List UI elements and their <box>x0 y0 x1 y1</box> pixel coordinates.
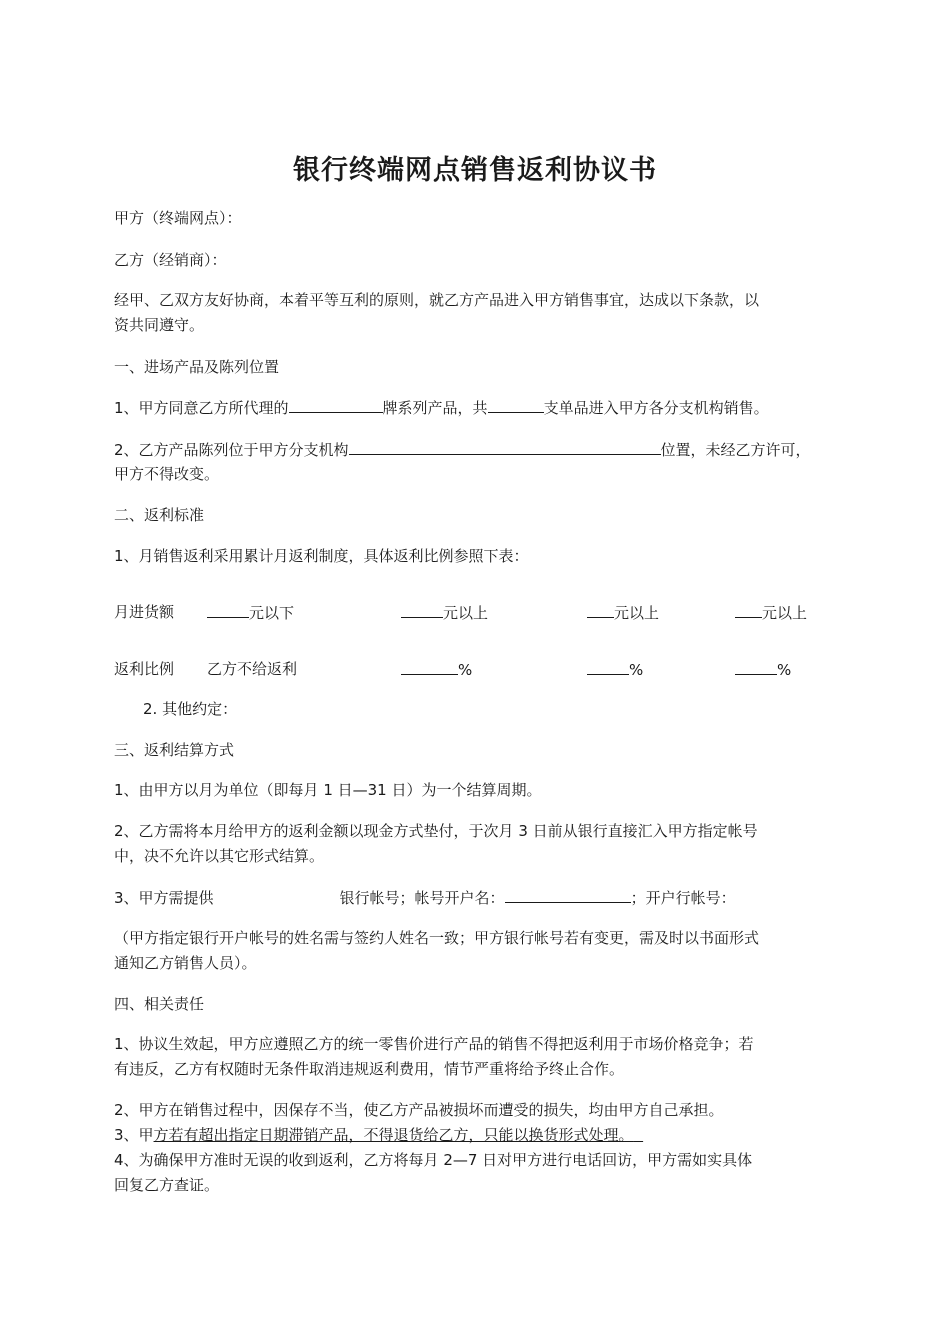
section-4-item-3 <box>114 1123 643 1147</box>
table-cell <box>735 600 807 625</box>
section-3-item-1: 1、由甲方以月为单位（即每月 1 日—31 日）为一个结算周期。 <box>114 781 542 799</box>
intro-line-1: 经甲、乙双方友好协商，本着平等互利的原则，就乙方产品进入甲方销售事宜，达成以下条款，以 <box>114 291 760 309</box>
section-4-item-4-line-2: 回复乙方查证。 <box>114 1176 220 1194</box>
underlined-text: 方若有超出指定日期滞销产品，不得退货给乙方，只能以换货形式处理。 <box>153 1126 634 1144</box>
section-3-item-3 <box>114 885 736 910</box>
cell-text: 元以下 <box>249 604 295 622</box>
table-cell <box>587 657 643 682</box>
percent-blank <box>587 657 629 675</box>
party-b-label: 乙方（经销商）： <box>114 251 227 269</box>
item-text: 位置，未经乙方许可， <box>660 441 811 459</box>
section-3-heading: 三、返利结算方式 <box>114 741 235 759</box>
table-cell <box>401 600 488 625</box>
section-4-item-4-line-1: 4、为确保甲方准时无误的收到返利，乙方将每月 2—7 日对甲方进行电话回访，甲方需如实具体 <box>114 1151 753 1169</box>
table-cell <box>401 657 472 682</box>
count-blank <box>488 395 544 413</box>
account-name-blank <box>505 885 631 903</box>
item-text: 3、甲 <box>114 1126 154 1144</box>
amount-blank <box>587 600 614 618</box>
section-1-item-2-line-2: 甲方不得改变。 <box>114 465 220 483</box>
section-2-item-1: 1、月销售返利采用累计月返利制度，具体返利比例参照下表： <box>114 547 529 565</box>
item-text: 1、甲方同意乙方所代理的 <box>114 399 289 417</box>
underline-trail <box>634 1126 644 1144</box>
cell-text: 元以上 <box>443 604 489 622</box>
brand-blank <box>289 395 383 413</box>
amount-blank <box>207 600 249 618</box>
cell-text: % <box>458 661 473 679</box>
amount-blank <box>401 600 443 618</box>
section-3-item-2-line-2: 中，决不允许以其它形式结算。 <box>114 847 325 865</box>
cell-text: 元以上 <box>614 604 660 622</box>
amount-blank <box>735 600 762 618</box>
table-row-1-label: 月进货额 <box>114 603 175 621</box>
item-text: ；开户行帐号： <box>630 889 736 907</box>
cell-text: % <box>777 661 792 679</box>
cell-text: 元以上 <box>762 604 808 622</box>
section-4-item-1-line-2: 有违反，乙方有权随时无条件取消违规返利费用，情节严重将给予终止合作。 <box>114 1060 625 1078</box>
section-4-item-1-line-1: 1、协议生效起，甲方应遵照乙方的统一零售价进行产品的销售不得把返利用于市场价格竞争；若 <box>114 1035 754 1053</box>
section-2-item-2: 2. 其他约定： <box>143 700 238 718</box>
section-1-item-1 <box>114 395 769 420</box>
item-text: 牌系列产品，共 <box>382 399 488 417</box>
section-3-item-2-line-1: 2、乙方需将本月给甲方的返利金额以现金方式垫付，于次月 3 日前从银行直接汇入甲方指定帐号 <box>114 822 758 840</box>
table-cell-no-rebate: 乙方不给返利 <box>207 660 298 678</box>
percent-blank <box>735 657 777 675</box>
item-text: 3、甲方需提供 <box>114 889 214 907</box>
cell-text: % <box>629 661 644 679</box>
table-cell <box>207 600 294 625</box>
intro-line-2: 资共同遵守。 <box>114 316 205 334</box>
section-3-note-line-2: 通知乙方销售人员）。 <box>114 954 257 972</box>
location-blank <box>349 437 661 455</box>
item-text: 银行帐号；帐号开户名： <box>339 889 505 907</box>
section-1-item-2 <box>114 437 811 462</box>
item-text: 2、乙方产品陈列位于甲方分支机构 <box>114 441 349 459</box>
section-3-note-line-1: （甲方指定银行开户帐号的姓名需与签约人姓名一致；甲方银行帐号若有变更，需及时以书面形式 <box>114 929 760 947</box>
table-cell <box>735 657 791 682</box>
item-text: 支单品进入甲方各分支机构销售。 <box>543 399 769 417</box>
party-a-label: 甲方（终端网点）： <box>114 209 242 227</box>
section-2-heading: 二、返利标准 <box>114 506 205 524</box>
percent-blank <box>401 657 458 675</box>
table-cell <box>587 600 659 625</box>
section-4-heading: 四、相关责任 <box>114 995 205 1013</box>
section-4-item-2: 2、甲方在销售过程中，因保存不当，使乙方产品被损坏而遭受的损失，均由甲方自己承担。 <box>114 1101 724 1119</box>
section-1-heading: 一、进场产品及陈列位置 <box>114 358 280 376</box>
document-title: 银行终端网点销售返利协议书 <box>293 155 657 186</box>
table-row-2-label: 返利比例 <box>114 660 175 678</box>
